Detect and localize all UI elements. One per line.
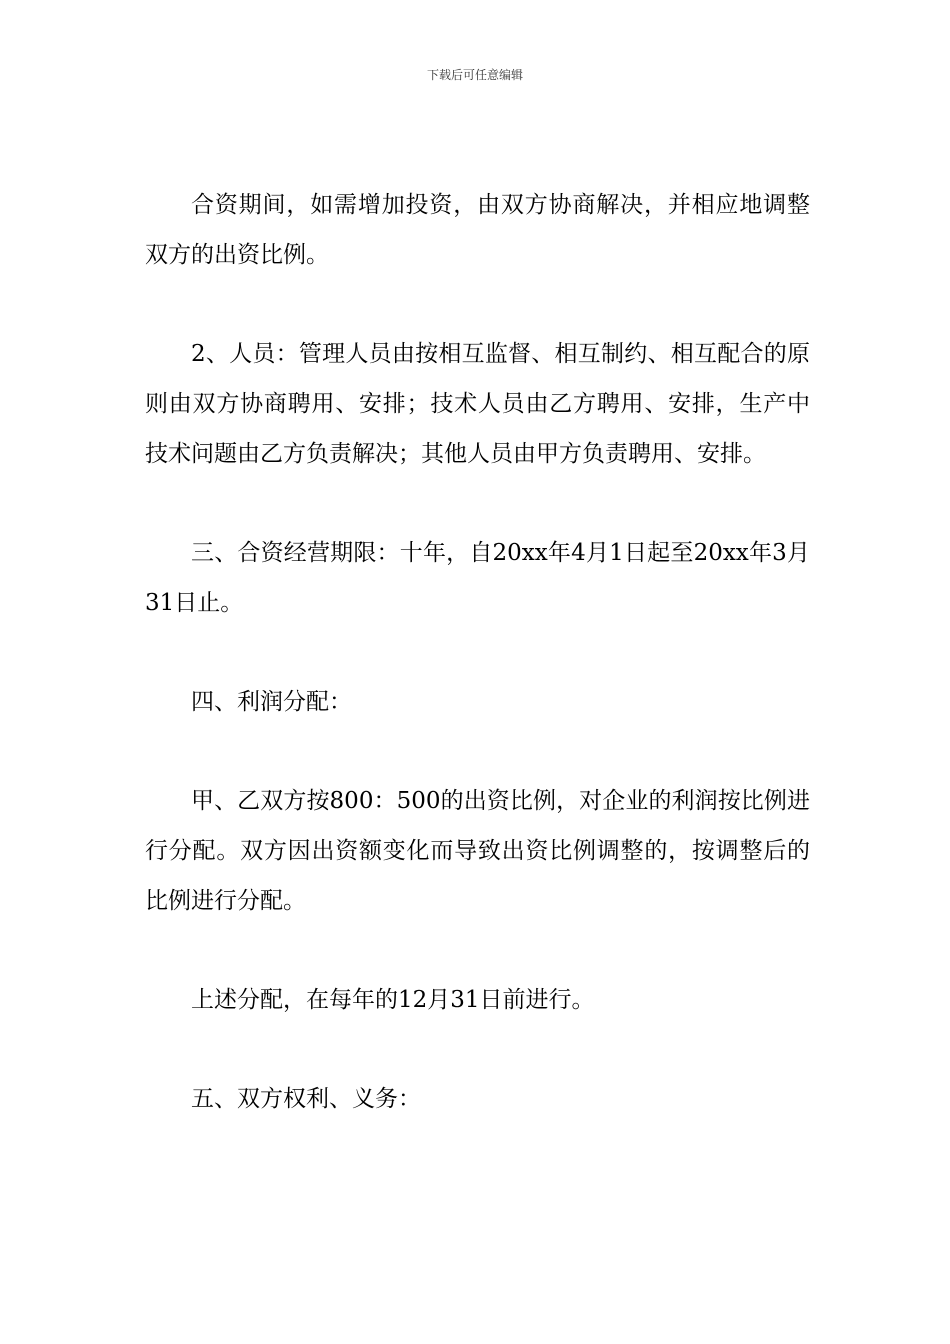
paragraph-term: 三、合资经营期限：十年，自20xx年4月1日起至20xx年3月31日止。: [145, 540, 810, 616]
paragraph-profit-heading: 四、利润分配：: [191, 689, 352, 715]
paragraph-personnel: 2、人员：管理人员由按相互监督、相互制约、相互配合的原则由双方协商聘用、安排；技术人员由乙方聘用、安排，生产中技术问题由乙方负责解决；其他人员由甲方负责聘用、安排。: [145, 341, 810, 467]
paragraph-investment-increase: 合资期间，如需增加投资，由双方协商解决，并相应地调整双方的出资比例。: [145, 192, 810, 268]
document-body: [145, 180, 810, 1173]
page-header: 下载后可任意编辑: [426, 68, 523, 82]
paragraph-profit-ratio: 甲、乙双方按800：500的出资比例，对企业的利润按比例进行分配。双方因出资额变化而导致出资比例调整的，按调整后的比例进行分配。: [145, 788, 810, 914]
paragraph-distribution-date: 上述分配，在每年的12月31日前进行。: [191, 987, 595, 1013]
paragraph-rights-heading: 五、双方权利、义务：: [191, 1086, 421, 1112]
